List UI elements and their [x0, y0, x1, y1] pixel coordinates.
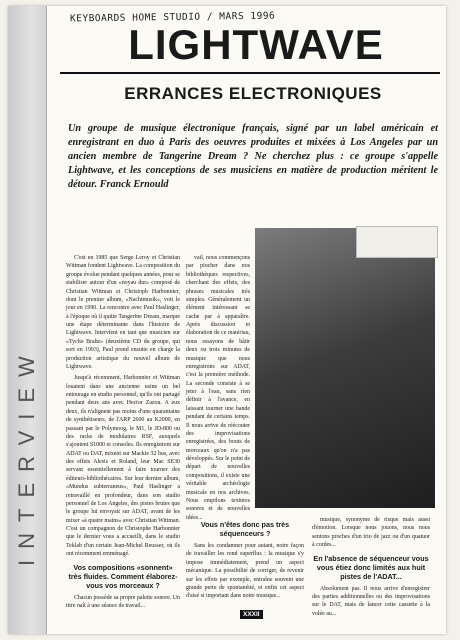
sidebar-label: INTERVIEW [14, 345, 39, 566]
interview-question: Vous n'êtes donc pas très séquenceurs ? [200, 520, 290, 538]
article-column-3 [186, 516, 304, 604]
studio-photo [255, 228, 435, 508]
article-paragraph: musique, synonyme de risque mais aussi d'émotion. Lorsque nous jouons, nous nous sentons proches d'un trio de jazz ou d'un quatuor à cordes... [312, 517, 430, 549]
article-column-2 [186, 254, 250, 525]
article-paragraph: Chacun possède sa propre palette sonore. Un titre naît à une séance de travail... [66, 594, 180, 609]
magazine-page [8, 6, 446, 634]
article-paragraph: C'est en 1985 que Serge Leroy et Christian Wittman fondent Lightwave. La composition du groupe évolue pendant quelques années, pour se stabiliser autour d'un «noyau dur» composé de Christian Wittman et Christoph Harbonnier, dont le premier album, «Nachtmusik», voit le jour en 1990. La rencontre avec Paul Haslinger, à l'époque où il quitte Tangerine Dream, marque une étape déterminante dans l'histoire de Lightwave. Intervient en tant que musicien sur «Tycho Brahe» (deuxième CD du groupe, qui sort en 1993), Paul prend ensuite en charge la production artistique du nouvel album de Lightwave. [66, 255, 180, 370]
page-number: XXXII [240, 610, 263, 619]
article-paragraph: vail, nous commençons par piocher dans nos bibliothèques respectives, cherchant des effets, des phrases musicales très simples. Généralement un élément intéressant se cache par à apparaître. Après discussion et élaboration de ce matériau, nous essayons de bâtir deux ou trois minutes de musique que nous enregistrons sur ADAT, c'est la première méthode. La seconde consiste à se jeter à l'eau, sans rien définir à l'avance, en laissant tourner une bande pendant de certains temps. Il nous arrive de réécouter des improvisations enregistrées, des bouts de morceaux qu'on n'a pas développés. Sur le point de départ de nouvelles compositions, il existe une véritable archéologie musicale en nos archives. Nous empilons textures sonores et de nouvelles idées... [186, 255, 250, 521]
page-subtitle: ERRANCES ELECTRONIQUES [124, 84, 382, 103]
article-paragraph: Absolument pas. Il nous arrive d'enregistrer des parties additionnelles ou des improvisations sur le DAT, mais de lancer cette cassette à la volée au... [312, 585, 430, 617]
sidebar-band [8, 6, 47, 634]
article-paragraph: Sans les condamner pour autant, notre façon de travailler les rend superflus : la musique s'y impose immédiatement, prend un aspect mécanique. La possibilité de corriger, de revenir sur les effets par exemple, entraîne souvent une grande perte de spontanéité, et enfin cet aspect d'aisé si important dans notre musique... [186, 543, 304, 600]
article-column-4 [312, 516, 430, 621]
page-title: LIGHTWAVE [128, 21, 384, 68]
title-rule [60, 72, 440, 74]
lede-paragraph: Un groupe de musique électronique français, signé par un label américain et enregistrant en duo à Paris des oeuvres produites et mixées à Los Angeles par un ancien membre de Tangerine Dream ? Ne cherchez plus : ce groupe s'appelle Lightwave, et les conceptions de ses musiciens en matière de production méritent le détour. Franck Ernould [68, 123, 438, 191]
handwritten-note: KEYBOARDS HOME STUDIO / MARS 1996 [69, 10, 276, 25]
inset-image [356, 226, 438, 258]
interview-question: Vos compositions «sonnent» très fluides. Comment élaborez-vous vos morceaux ? [68, 562, 178, 590]
article-column-1 [66, 254, 180, 613]
interview-question: En l'absence de séquenceur vous vous étiez donc limités aux huit pistes de l'ADAT... [313, 553, 429, 581]
article-paragraph: Jusqu'à récemment, Harbonnier et Wittman louaient dans une ancienne usine un bel entourage en studio personnel, qu'ils ont partagé pendant deux ans avec Hector Zazou. A eux deux, ils n'alignent pas moins d'une quarantaine de synthétiseurs, de l'ARP 2600 au K2000, en passant par le Polymoog, le M1, le JD-800 ou des racks de modulaires RSF, auxquels s'ajoutent S1000 et consoles. Ils enregistrent sur ADAT ou DAT, mixent sur Mackie 32 bus, avec des effets Alesis et Roland, leur Mac SE30 servant essentiellement à faire tourner des éditeurs-bibliothécaires. Sur leur dernier album, «Mundus subterraneus», Paul Haslinger a retravaillé en profondeur, dans son studio personnel de Los Angeles, des pistes brutes que le groupe lui envoyait sur ADAT, avant de les mixer «à quatre mains» avec Christian Wittman. C'est un compagnon de Christophe Harbonnier que le dernier vous a accueilli, dans le studio Teklab d'un certain Jean-Michel Reusser, où ils ont récemment emménagé. [66, 375, 180, 558]
